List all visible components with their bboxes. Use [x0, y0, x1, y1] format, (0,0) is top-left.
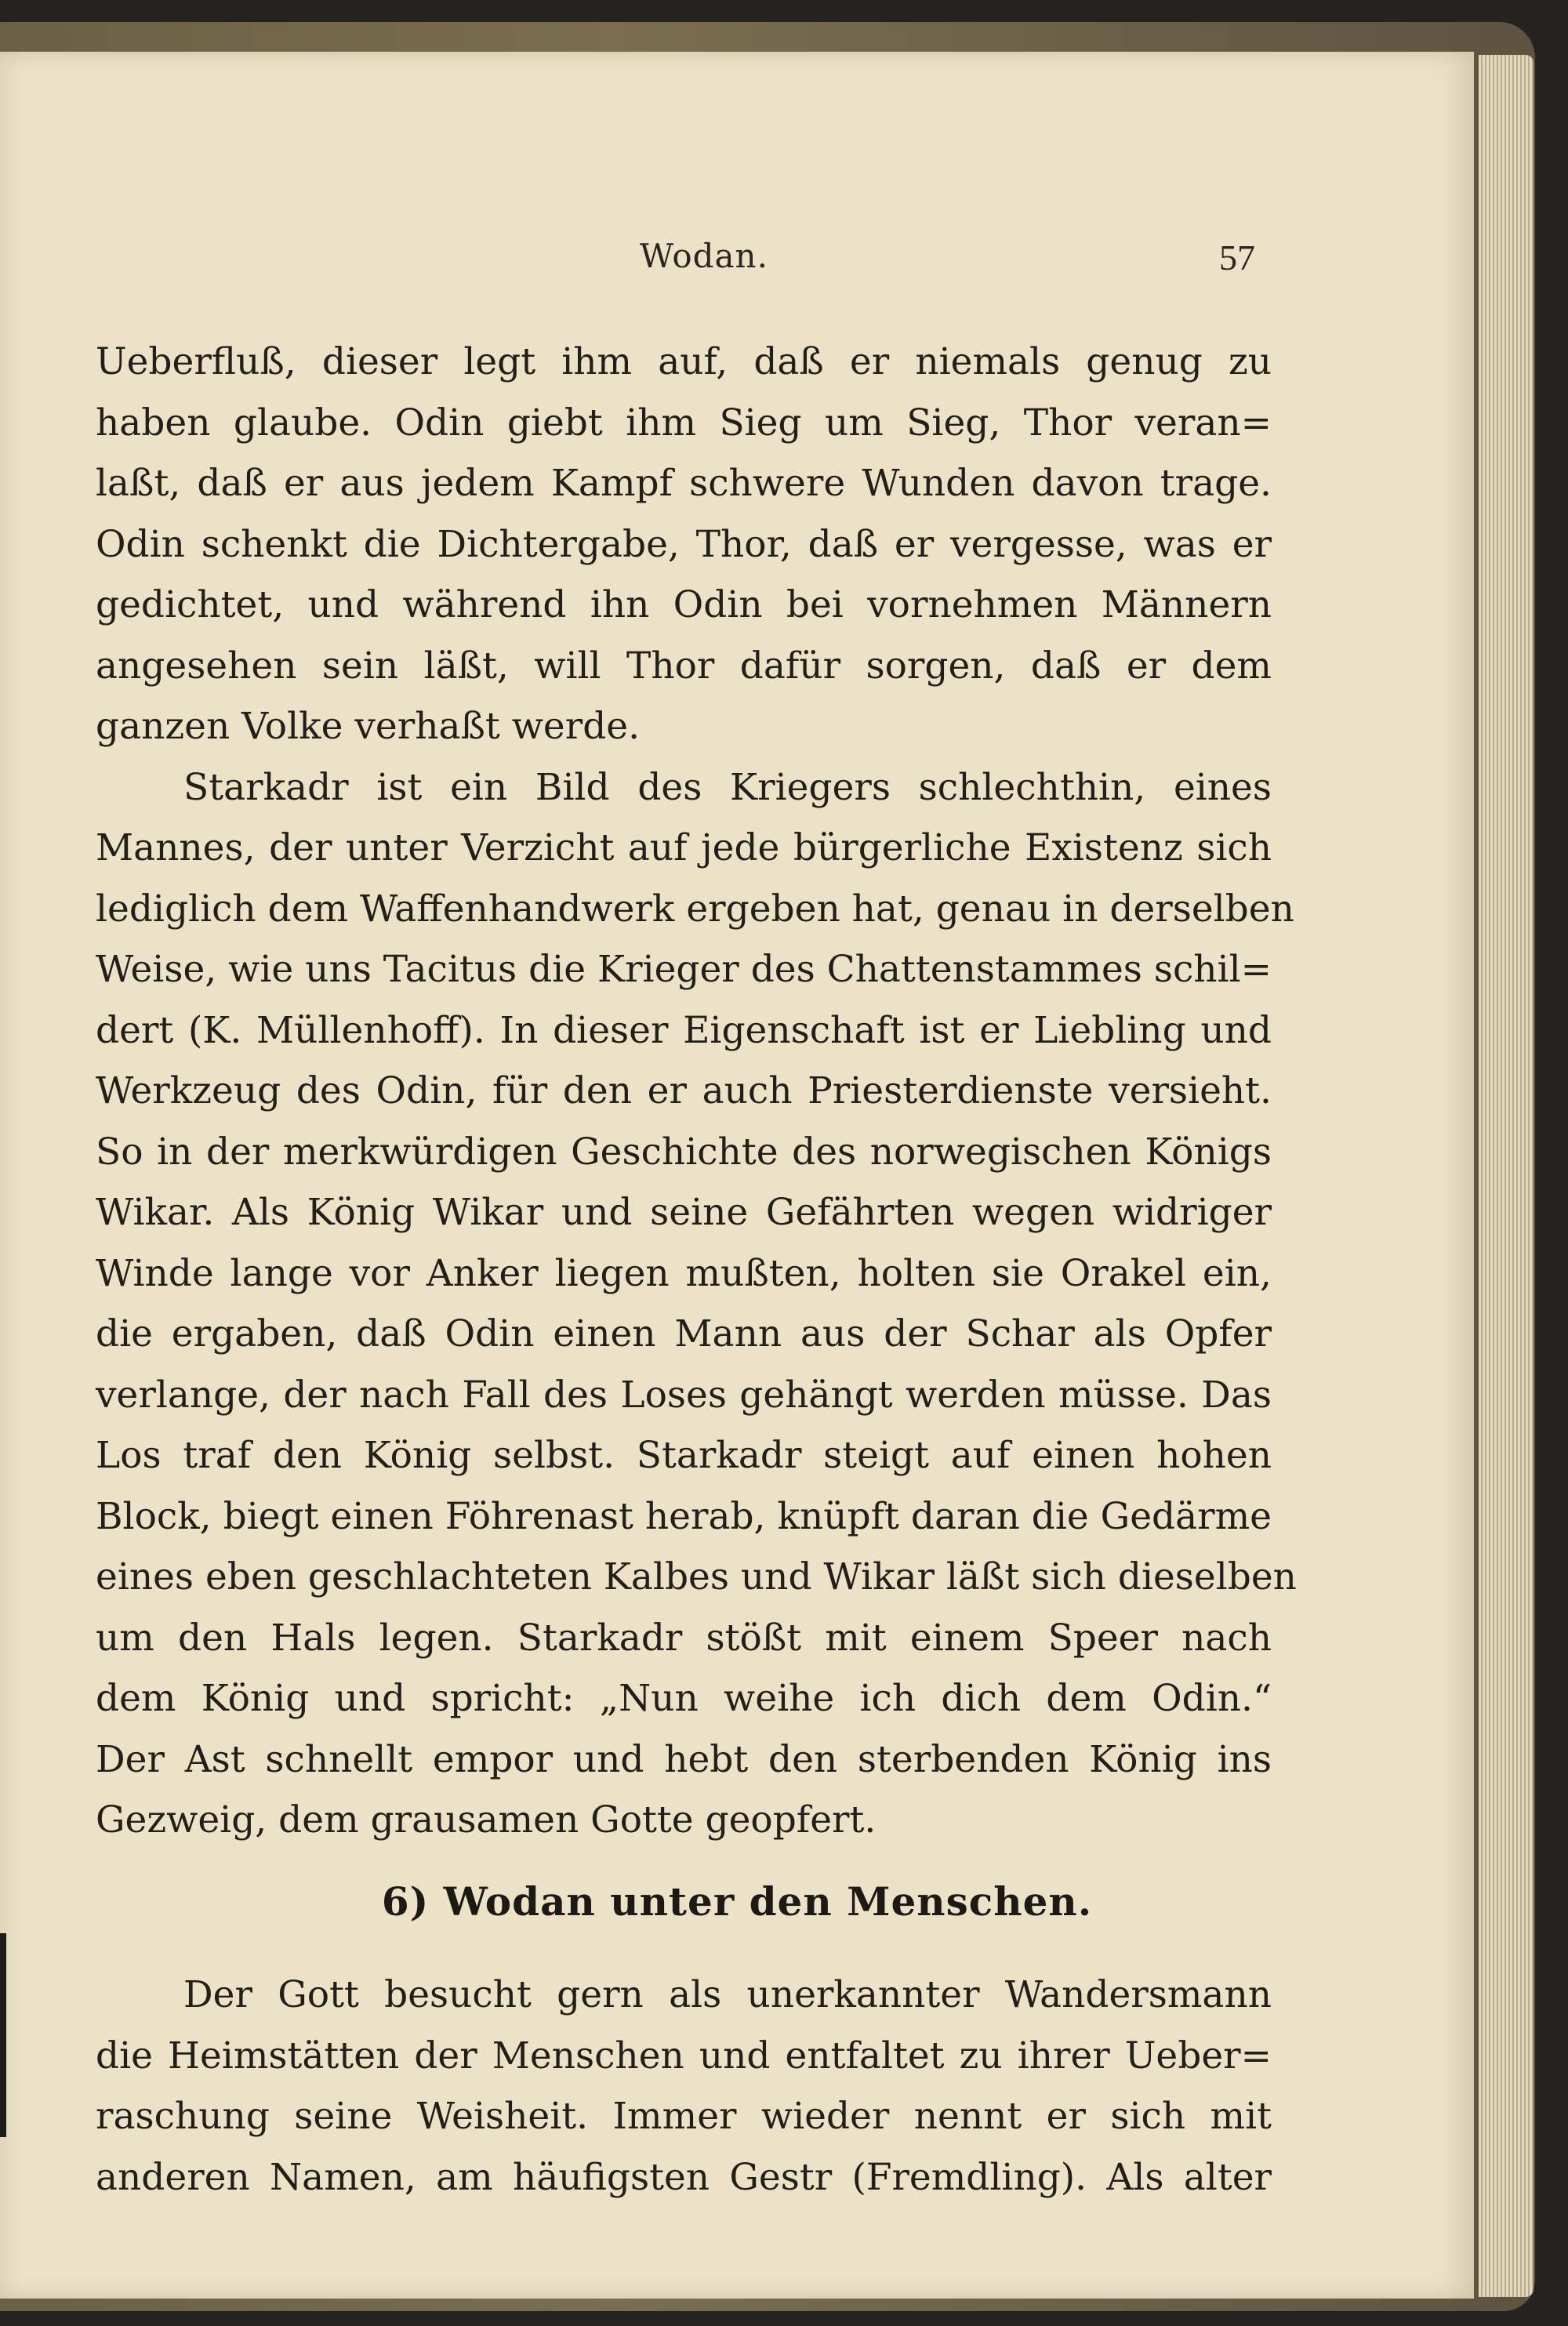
- page: [0, 52, 1474, 2299]
- body-text-lower: [96, 1965, 1272, 2208]
- text-line: um den Hals legen. Starkadr stößt mit einem Speer nach: [96, 1616, 1272, 1660]
- text-line: verlange, der nach Fall des Loses gehängt werden müsse. Das: [96, 1373, 1272, 1417]
- text-line: angesehen sein läßt, will Thor dafür sorgen, daß er dem: [96, 644, 1272, 688]
- text-line: Ueberfluß, dieser legt ihm auf, daß er niemals genug zu: [96, 340, 1272, 383]
- text-line: Odin schenkt die Dichtergabe, Thor, daß er vergesse, was er: [96, 522, 1272, 566]
- text-line: die ergaben, daß Odin einen Mann aus der Schar als Opfer: [96, 1312, 1272, 1355]
- text-line: So in der merkwürdigen Geschichte des norwegischen Königs: [96, 1130, 1272, 1174]
- text-line: dert (K. Müllenhoff). In dieser Eigenschaft ist er Liebling und: [96, 1008, 1272, 1052]
- text-line: Weise, wie uns Tacitus die Krieger des Chattenstammes schil=: [96, 948, 1272, 991]
- text-line: Mannes, der unter Verzicht auf jede bürgerliche Existenz sich: [96, 826, 1272, 869]
- text-line: lediglich dem Waffenhandwerk ergeben hat, genau in derselben: [96, 887, 1294, 931]
- text-line: Gezweig, dem grausamen Gotte geopfert.: [96, 1798, 877, 1842]
- text-line: gedichtet, und während ihn Odin bei vornehmen Männern: [96, 583, 1272, 626]
- text-line: anderen Namen, am häufigsten Gestr (Fremdling). Als alter: [96, 2155, 1272, 2199]
- text-line: Wikar. Als König Wikar und seine Gefährten wegen widriger: [96, 1191, 1272, 1234]
- text-line: Block, biegt einen Föhrenast herab, knüpft daran die Gedärme: [96, 1494, 1272, 1538]
- page-edges: [1479, 55, 1534, 2297]
- text-line: die Heimstätten der Menschen und entfaltet zu ihrer Ueber=: [96, 2034, 1272, 2077]
- text-line: ganzen Volke verhaßt werde.: [96, 705, 641, 748]
- page-number: 57: [1219, 238, 1255, 278]
- text-line: Starkadr ist ein Bild des Kriegers schlechthin, eines: [183, 765, 1272, 809]
- running-head-title: Wodan.: [640, 237, 768, 275]
- text-line: laßt, daß er aus jedem Kampf schwere Wunden davon trage.: [96, 462, 1272, 505]
- text-line: Werkzeug des Odin, für den er auch Priesterdienste versieht.: [96, 1069, 1272, 1112]
- text-line: eines eben geschlachteten Kalbes und Wikar läßt sich dieselben: [96, 1555, 1297, 1598]
- body-text-upper: [96, 332, 1297, 1851]
- section-heading: 6) Wodan unter den Menschen.: [381, 1878, 1093, 1925]
- text-line: dem König und spricht: „Nun weihe ich dich dem Odin.“: [96, 1677, 1272, 1720]
- text-line: Winde lange vor Anker liegen mußten, holten sie Orakel ein,: [96, 1251, 1272, 1295]
- text-line: Der Ast schnellt empor und hebt den sterbenden König ins: [96, 1737, 1272, 1781]
- running-head: [0, 237, 1474, 284]
- text-line: haben glaube. Odin giebt ihm Sieg um Sieg, Thor veran=: [96, 401, 1272, 445]
- text-line: Der Gott besucht gern als unerkannter Wandersmann: [183, 1973, 1272, 2016]
- text-line: raschung seine Weisheit. Immer wieder nennt er sich mit: [96, 2095, 1272, 2138]
- binding-shadow: [0, 1933, 6, 2137]
- text-line: Los traf den König selbst. Starkadr steigt auf einen hohen: [96, 1434, 1272, 1477]
